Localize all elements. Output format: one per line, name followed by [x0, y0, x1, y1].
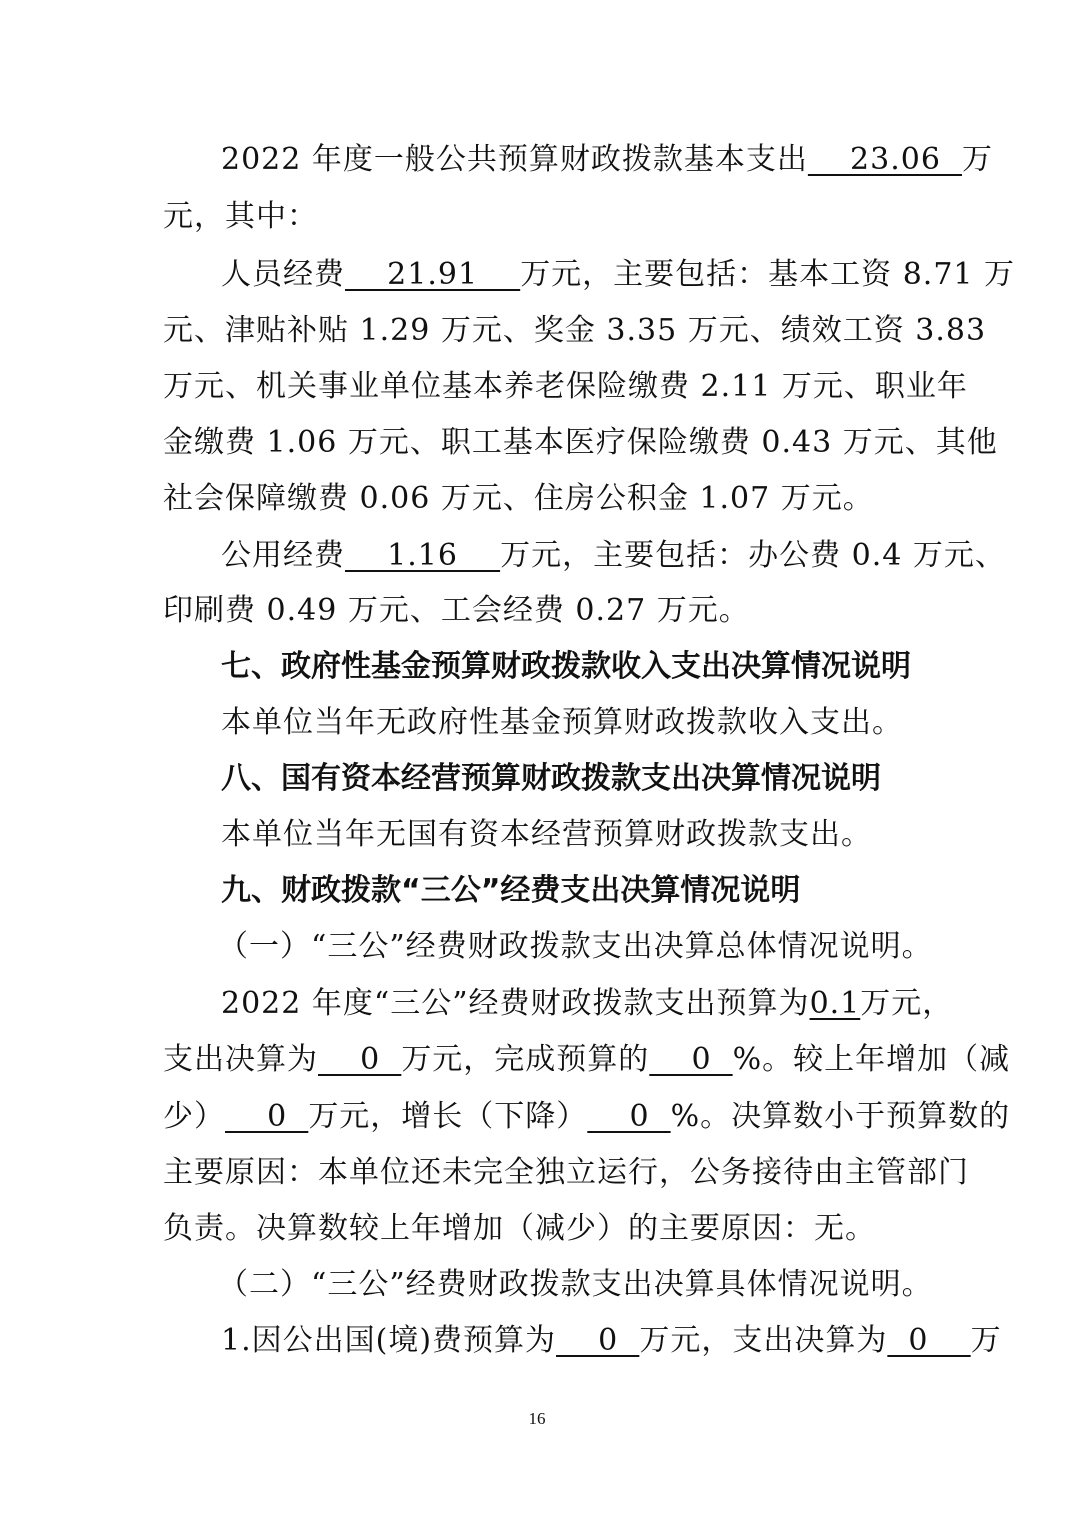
text-segment: 2022 年度一般公共预算财政拨款基本支出 — [221, 142, 808, 177]
section-heading-8: 八、国有资本经营预算财政拨款支出决算情况说明 — [221, 761, 881, 796]
underlined-amount: 0 — [318, 1042, 402, 1077]
text-segment: 支出决算为 — [163, 1042, 318, 1077]
paragraph-line: 本单位当年无政府性基金预算财政拨款收入支出。 — [221, 705, 903, 740]
underlined-amount: 21.91 — [345, 257, 521, 292]
basic-expenditure-line — [221, 138, 993, 182]
section-heading-9: 九、财政拨款“三公”经费支出决算情况说明 — [221, 873, 801, 908]
subsection-heading-2: （二）“三公”经费财政拨款支出决算具体情况说明。 — [218, 1267, 933, 1302]
paragraph-line: 本单位当年无国有资本经营预算财政拨款支出。 — [221, 817, 872, 852]
text-segment: %。较上年增加（减 — [732, 1042, 1011, 1077]
page-number: 16 — [528, 1409, 546, 1428]
text-segment: 公用经费 — [221, 538, 345, 573]
paragraph-line: 元、津贴补贴 1.29 万元、奖金 3.35 万元、绩效工资 3.83 — [163, 313, 987, 348]
text-segment: 万 — [962, 142, 993, 177]
change-line — [163, 1095, 1011, 1139]
text-segment: 人员经费 — [221, 257, 345, 292]
underlined-amount: 0 — [887, 1323, 971, 1358]
underlined-amount: 23.06 — [807, 142, 962, 177]
final-account-line — [163, 1038, 1011, 1082]
text-segment: 万元，支出决算为 — [639, 1323, 888, 1358]
paragraph-line: 万元、机关事业单位基本养老保险缴费 2.11 万元、职业年 — [163, 369, 968, 404]
three-public-budget-line — [221, 982, 954, 1026]
underlined-amount: 0.1 — [809, 986, 861, 1021]
text-segment: 少） — [163, 1099, 225, 1134]
text-segment: 2022 年度“三公”经费财政拨款支出预算为 — [221, 986, 810, 1021]
personnel-expense-line — [221, 253, 1016, 297]
section-heading-7: 七、政府性基金预算财政拨款收入支出决算情况说明 — [221, 649, 911, 684]
text-segment: 万元，完成预算的 — [401, 1042, 650, 1077]
paragraph-line: 元，其中： — [163, 199, 318, 234]
overseas-expense-line — [221, 1319, 1002, 1363]
text-segment: 万元， — [860, 986, 954, 1021]
underlined-amount: 0 — [225, 1099, 309, 1134]
text-segment: 万元，主要包括：基本工资 8.71 万 — [520, 257, 1016, 292]
underlined-amount: 1.16 — [345, 538, 501, 573]
paragraph-line: 负责。决算数较上年增加（减少）的主要原因：无。 — [163, 1211, 876, 1246]
paragraph-line: 金缴费 1.06 万元、职工基本医疗保险缴费 0.43 万元、其他 — [163, 425, 998, 460]
subsection-heading-1: （一）“三公”经费财政拨款支出决算总体情况说明。 — [218, 929, 933, 964]
public-expense-line — [221, 534, 1006, 578]
text-segment: %。决算数小于预算数的 — [670, 1099, 1011, 1134]
text-segment: 1.因公出国(境)费预算为 — [221, 1323, 557, 1358]
text-segment: 万 — [970, 1323, 1002, 1358]
text-segment: 万元，主要包括：办公费 0.4 万元、 — [500, 538, 1006, 573]
text-segment: 万元，增长（下降） — [308, 1099, 588, 1134]
underlined-amount: 0 — [649, 1042, 733, 1077]
paragraph-line: 印刷费 0.49 万元、工会经费 0.27 万元。 — [163, 593, 750, 628]
paragraph-line: 主要原因：本单位还未完全独立运行，公务接待由主管部门 — [163, 1155, 969, 1190]
underlined-amount: 0 — [587, 1099, 671, 1134]
paragraph-line: 社会保障缴费 0.06 万元、住房公积金 1.07 万元。 — [163, 481, 874, 516]
underlined-amount: 0 — [556, 1323, 640, 1358]
